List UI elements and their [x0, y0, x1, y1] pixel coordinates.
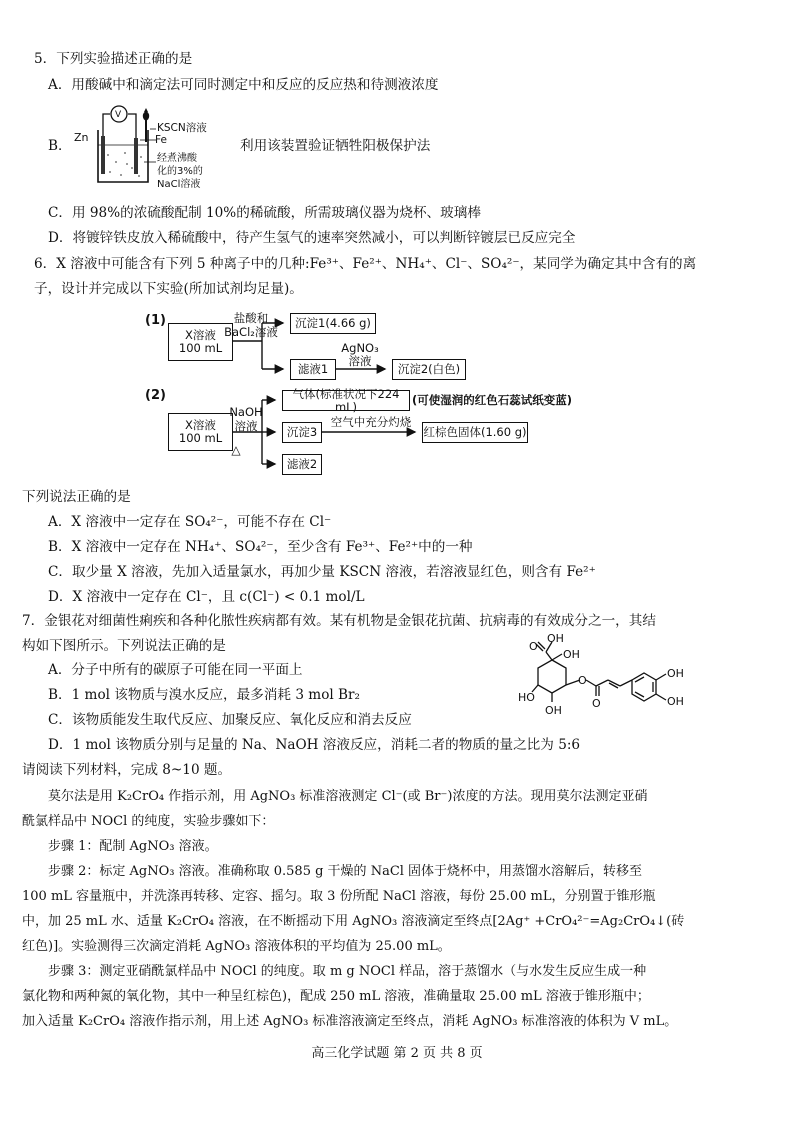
flow1-precipitate2: 沉淀2(白色) [397, 362, 461, 376]
q6-option-d: D．X 溶液中一定存在 Cl⁻，且 c(Cl⁻) < 0.1 mol/L [48, 589, 365, 605]
material-step3-line3: 加入适量 K₂CrO₄ 溶液作指示剂，用上述 AgNO₃ 标准溶液滴定至终点，消耗 AgNO₃ 标准溶液的体积为 V mL。 [22, 1014, 678, 1029]
flow1-reagent1-line2: BaCl₂溶液 [224, 325, 278, 339]
flow2-precipitate3: 沉淀3 [286, 425, 318, 439]
meter-label: V [115, 110, 122, 120]
q6-question: 下列说法正确的是 [22, 489, 131, 505]
flow2-number: (2) [145, 388, 166, 403]
flow2-precipitate3-box [282, 422, 322, 443]
material-intro: 请阅读下列材料，完成 8~10 题。 [22, 762, 232, 778]
q7-stem-line1: 7．金银花对细菌性痢疾和各种化脓性疾病都有效。某有机物是金银花抗菌、抗病毒的有效成分之一，其结 [22, 613, 656, 629]
molecule-diagram [510, 630, 710, 730]
q7-option-a: A．分子中所有的碳原子可能在同一平面上 [48, 662, 303, 678]
flow1-number: (1) [145, 313, 166, 328]
material-step3-line1: 步骤 3：测定亚硝酰氯样品中 NOCl 的纯度。取 m g NOCl 样品，溶于蒸馏水（与水发生反应生成一种 [48, 964, 647, 979]
carbonyl-o-label: O [592, 697, 601, 710]
solution-label-3: NaCl溶液 [157, 179, 201, 190]
dropper-icon [143, 112, 149, 121]
flow2-gas-box [282, 386, 410, 414]
flow2-solid-box [422, 422, 528, 443]
material-step2-line1: 步骤 2：标定 AgNO₃ 溶液。准确称取 0.585 g 干燥的 NaCl 固体于烧杯中，用蒸馏水溶解后，转移至 [48, 864, 643, 879]
q6-option-b: B．X 溶液中一定存在 NH₄⁺、SO₄²⁻，至少含有 Fe³⁺、Fe²⁺中的一种 [48, 539, 473, 555]
material-step3-line2: 氯化物和两种氮的氧化物，其中一种呈红棕色)，配成 250 mL 溶液，准确量取 25.00 mL 溶液于锥形瓶中； [22, 989, 650, 1004]
flow1-reagent2-line1: AgNO₃ [341, 341, 379, 355]
flow1-x-volume: 100 mL [178, 341, 223, 355]
flow2-reagent-line1: NaOH [229, 405, 263, 419]
flow2-burn-label: 空气中充分灼烧 [330, 415, 412, 429]
flow2-solid: 红棕色固体(1.60 g) [423, 425, 527, 439]
solution-label-2: 化的3%的 [157, 166, 203, 177]
aryl-oh-label-1: OH [667, 667, 684, 680]
zn-label: Zn [74, 131, 89, 144]
flow2-filtrate2-box [282, 454, 322, 475]
q6-option-c: C．取少量 X 溶液，先加入适量氯水，再加少量 KSCN 溶液，若溶液显红色，则含有 Fe²⁺ [48, 564, 596, 580]
flow1-filtrate1: 滤液1 [297, 362, 329, 376]
cooh-o-label: O [529, 640, 538, 653]
kscn-label: KSCN溶液 [157, 122, 207, 134]
material-para1-line1: 莫尔法是用 K₂CrO₄ 作指示剂，用 AgNO₃ 标准溶液测定 Cl⁻(或 Br⁻)浓度的方法。现用莫尔法测定亚硝 [48, 789, 648, 804]
flow2-x-volume: 100 mL [178, 431, 223, 445]
q6-stem-line1: 6．X 溶液中可能含有下列 5 种离子中的几种:Fe³⁺、Fe²⁺、NH₄⁺、Cl⁻、SO₄²⁻，某同学为确定其中含有的离 [34, 256, 697, 272]
page-footer: 高三化学试题 第 2 页 共 8 页 [311, 1046, 483, 1061]
ring-ho-label: HO [518, 691, 535, 704]
material-para1-line2: 酰氯样品中 NOCl 的纯度，实验步骤如下： [22, 814, 275, 829]
c1-oh-label: OH [563, 648, 580, 661]
heat-symbol: △ [231, 443, 241, 457]
fe-label: Fe [155, 134, 167, 146]
flow2-gas: 气体(标准状况下224 mL) [292, 386, 400, 414]
q5-option-c: C．用 98%的浓硫酸配制 10%的稀硫酸，所需玻璃仪器为烧杯、玻璃棒 [48, 205, 481, 221]
q5-option-d: D．将镀锌铁皮放入稀硫酸中，待产生氢气的速率突然减小，可以判断锌镀层已反应完全 [48, 230, 576, 246]
material-step1: 步骤 1：配制 AgNO₃ 溶液。 [48, 839, 218, 854]
material-step2-line4: 红色)]。实验测得三次滴定消耗 AgNO₃ 溶液体积的平均值为 25.00 mL。 [22, 939, 451, 954]
q7-option-c: C．该物质能发生取代反应、加聚反应、氧化反应和消去反应 [48, 712, 412, 728]
flow2-x-label: X溶液 [185, 418, 216, 432]
q5-option-a: A．用酸碱中和滴定法可同时测定中和反应的反应热和待测液浓度 [48, 77, 439, 93]
q7-stem-line2: 构如下图所示。下列说法正确的是 [22, 638, 226, 654]
q6-stem-line2: 子，设计并完成以下实验(所加试剂均足量)。 [34, 281, 303, 297]
fe-electrode [134, 138, 138, 174]
flow1-x-label: X溶液 [185, 328, 216, 342]
material-step2-line2: 100 mL 容量瓶中，并洗涤再转移、定容、摇匀。取 3 份所配 NaCl 溶液，每份 25.00 mL，分别置于锥形瓶 [22, 889, 656, 904]
q5-option-b-text: 利用该装置验证牺牲阳极保护法 [240, 138, 431, 154]
flow1-precipitate2-box [392, 359, 466, 380]
q6-option-a: A．X 溶液中一定存在 SO₄²⁻，可能不存在 Cl⁻ [48, 514, 332, 530]
flow1-precipitate1-box [290, 313, 376, 334]
q7-option-d: D．1 mol 该物质分别与足量的 Na、NaOH 溶液反应，消耗二者的物质的量之比为 5:6 [48, 737, 581, 753]
flow2-gas-note: (可使湿润的红色石蕊试纸变蓝) [412, 393, 573, 407]
solution-label-1: 经煮沸酸 [157, 153, 197, 164]
aryl-oh-label-2: OH [667, 695, 684, 708]
beaker-icon [98, 130, 148, 182]
ester-o-label: O [578, 674, 587, 687]
zn-electrode [101, 136, 105, 174]
cooh-oh-label: OH [547, 632, 564, 645]
q7-molecule-structure [510, 630, 710, 730]
ring-oh-label: OH [545, 704, 562, 717]
flow1-reagent2-line2: 溶液 [348, 354, 372, 368]
flow2-filtrate2: 滤液2 [286, 457, 318, 471]
q5-stem: 5．下列实验描述正确的是 [34, 51, 193, 67]
flow1-reagent1-line1: 盐酸和 [233, 311, 269, 325]
q7-option-b: B．1 mol 该物质与溴水反应，最多消耗 3 mol Br₂ [48, 687, 360, 703]
flow2-reagent-line2: 溶液 [234, 419, 258, 433]
q5-option-b-label: B． [48, 138, 72, 154]
flow1-precipitate1: 沉淀1(4.66 g) [295, 316, 371, 330]
material-step2-line3: 中，加 25 mL 水、适量 K₂CrO₄ 溶液，在不断摇动下用 AgNO₃ 溶液滴定至终点[2Ag⁺ +CrO₄²⁻=Ag₂CrO₄↓(砖 [22, 914, 685, 929]
